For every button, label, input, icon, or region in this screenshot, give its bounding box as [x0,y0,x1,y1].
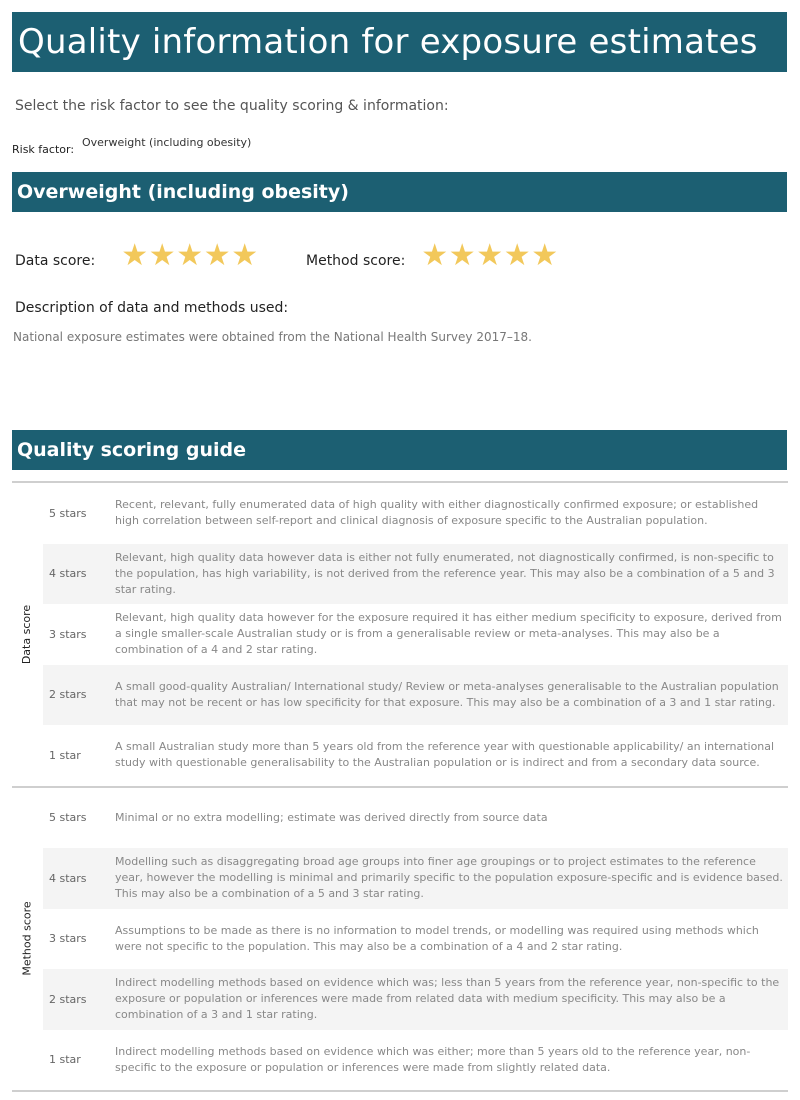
guide-row-description: A small good-quality Australian/ International study/ Review or meta-analyses generalisable to the Australian population that may not be recent or has low specificity for that exposure. This may also be a combination of a 3 and 1 star rating. [115,679,779,709]
risk-factor-select[interactable]: Overweight (including obesity) [82,136,252,149]
star-icon: ★ [121,238,149,273]
guide-row [43,604,788,665]
guide-group-label-text: Method score [20,901,34,976]
guide-group-label-text: Data score [20,604,34,664]
guide-row-stars: 2 stars [49,688,87,702]
guide-row [43,483,788,544]
guide-row-description: Relevant, high quality data however for the exposure required it has either medium specificity to exposure, derived from a single smaller-scale Australian study or is from a generalisable review or meta-analyses. This may also be a combination of a 4 and 2 star rating. [115,611,782,657]
star-icon: ★ [148,238,176,273]
star-icon: ★ [421,238,449,273]
selected-risk-factor-header: Overweight (including obesity) [12,172,787,212]
star-icon: ★ [176,238,204,273]
star-icon: ★ [203,238,231,273]
guide-group-label [12,788,42,1091]
guide-group [12,786,788,1093]
guide-row-stars: 3 stars [49,627,87,641]
guide-row [43,725,788,786]
guide-row-description: Indirect modelling methods based on evidence which was either; more than 5 years old to the reference year, non-specific to the exposure or population or inferences were made from slightly related data. [115,1044,751,1074]
description-text: National exposure estimates were obtained from the National Health Survey 2017–18. [13,330,532,344]
guide-row-description: Modelling such as disaggregating broad age groups into finer age groupings or to project estimates to the reference year, however the modelling is minimal and primarily specific to the population exposure-specific and is evidence based. This may also be a combination of a 5 and 3 star rating. [115,855,783,901]
guide-row-description: Assumptions to be made as there is no information to model trends, or modelling was required using methods which were not specific to the population. This may also be a combination of a 4 and 2 star rating. [115,923,759,953]
guide-row-stars: 1 star [49,1053,81,1067]
guide-row-description: Recent, relevant, fully enumerated data of high quality with either diagnostically confirmed exposure; or established high correlation between self-report and clinical diagnosis of exposure specific to the Australian population. [115,498,759,528]
guide-row-stars: 5 stars [49,811,87,825]
guide-row-stars: 4 stars [49,871,87,885]
description-heading: Description of data and methods used: [15,300,289,316]
method-score-label: Method score: [306,253,406,269]
star-icon: ★ [503,238,531,273]
data-score-label: Data score: [15,253,96,269]
guide-row [43,848,788,909]
guide-row [43,1030,788,1091]
guide-row [43,788,788,849]
star-icon: ★ [448,238,476,273]
data-score-rating [121,240,259,272]
guide-row-description: Indirect modelling methods based on evidence which was; less than 5 years from the reference year, non-specific to the exposure or population or inferences were made from related data with medium specificity. This may also be a combination of a 3 and 1 star rating. [115,976,780,1022]
guide-row [43,969,788,1030]
guide-row-stars: 4 stars [49,567,87,581]
guide-row-description: A small Australian study more than 5 years old from the reference year with questionable applicability/ an international study with questionable generalisability to the Australian population or is indirect and from a secondary data source. [115,740,775,770]
guide-row [43,909,788,970]
star-icon: ★ [531,238,559,273]
instruction-text: Select the risk factor to see the quality scoring & information: [15,98,449,114]
star-icon: ★ [231,238,259,273]
guide-row-stars: 2 stars [49,992,87,1006]
guide-row [43,665,788,726]
guide-row-description: Relevant, high quality data however data is either not fully enumerated, not diagnostically confirmed, is non-specific to the population, has high variability, is not derived from the reference year. This may also be a combination of a 5 and 3 star rating. [115,550,775,596]
scoring-guide-header: Quality scoring guide [12,430,787,470]
guide-group [12,481,788,786]
guide-row-stars: 1 star [49,748,81,762]
risk-factor-label: Risk factor: [12,143,75,156]
guide-row-stars: 3 stars [49,932,87,946]
star-icon: ★ [476,238,504,273]
guide-row-stars: 5 stars [49,506,87,520]
page-title: Quality information for exposure estimates [12,12,787,72]
guide-row [43,544,788,605]
guide-group-label [12,483,42,786]
scoring-guide-table [12,481,788,1092]
method-score-rating [421,240,559,272]
guide-row-description: Minimal or no extra modelling; estimate was derived directly from source data [115,810,548,824]
